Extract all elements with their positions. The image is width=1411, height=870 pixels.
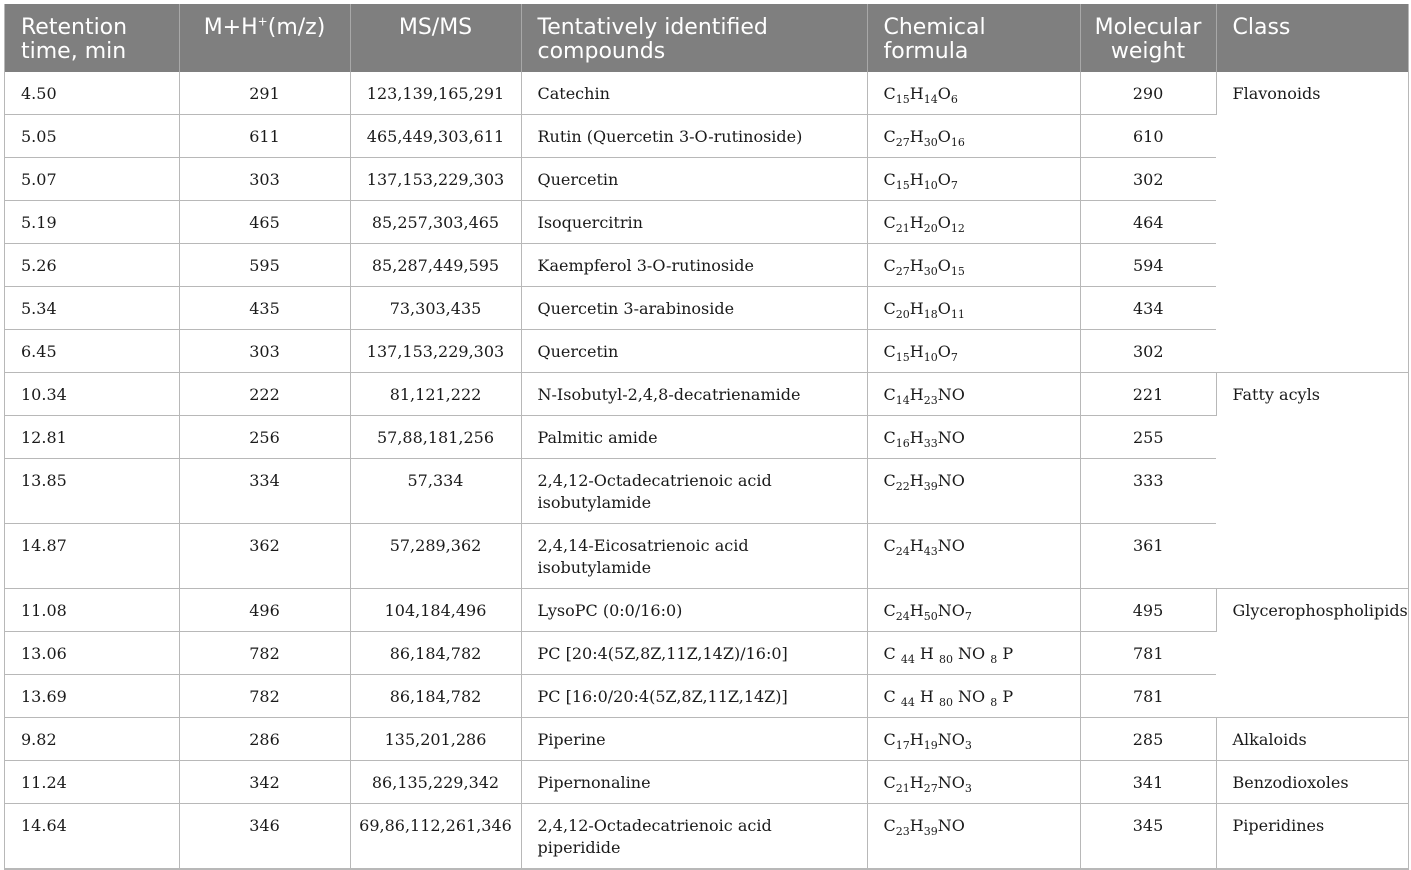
formula-element: O <box>937 127 951 146</box>
formula-subscript: 15 <box>895 351 910 364</box>
cell-formula <box>867 201 1080 244</box>
formula-subscript: 24 <box>895 545 910 558</box>
cell-msms: 57,289,362 <box>350 524 521 589</box>
cell-mw: 464 <box>1080 201 1216 244</box>
formula-element: H <box>909 127 924 146</box>
cell-compound: 2,4,14-Eicosatrienoic acid isobutylamide <box>521 524 867 589</box>
cell-msms: 73,303,435 <box>350 287 521 330</box>
cell-formula <box>867 524 1080 589</box>
cell-mh: 291 <box>179 72 350 115</box>
cell-compound: PC [20:4(5Z,8Z,11Z,14Z)/16:0] <box>521 632 867 675</box>
formula-subscript: 7 <box>950 179 958 192</box>
formula-element: NO <box>952 644 991 663</box>
formula-element: NO <box>937 816 965 835</box>
cell-mw: 495 <box>1080 589 1216 632</box>
formula-element: H <box>909 773 924 792</box>
cell-retention: 5.05 <box>5 115 179 158</box>
cell-compound: N-Isobutyl-2,4,8-decatrienamide <box>521 373 867 416</box>
table-row <box>5 632 1408 675</box>
formula-subscript: 10 <box>923 179 938 192</box>
cell-mh: 782 <box>179 675 350 718</box>
cell-compound: Catechin <box>521 72 867 115</box>
formula-element: H <box>909 342 924 361</box>
formula-subscript: 15 <box>950 265 965 278</box>
formula-element: H <box>914 687 939 706</box>
cell-class: Glycerophospholipids <box>1216 589 1408 718</box>
formula-element: NO <box>937 536 965 555</box>
cell-mh: 435 <box>179 287 350 330</box>
header-retention: Retention time, min <box>5 4 179 72</box>
formula-element: H <box>909 428 924 447</box>
table-row <box>5 373 1408 416</box>
formula-element: C <box>883 428 896 447</box>
cell-compound: Piperine <box>521 718 867 761</box>
formula-element: H <box>909 256 924 275</box>
header-compounds: Tentatively identified compounds <box>521 4 867 72</box>
cell-mh: 611 <box>179 115 350 158</box>
formula-subscript: 14 <box>895 394 910 407</box>
formula-element: H <box>909 299 924 318</box>
cell-retention: 13.69 <box>5 675 179 718</box>
cell-mw: 781 <box>1080 632 1216 675</box>
cell-msms: 137,153,229,303 <box>350 158 521 201</box>
formula-element: H <box>909 170 924 189</box>
cell-msms: 69,86,112,261,346 <box>350 804 521 869</box>
table-row <box>5 201 1408 244</box>
cell-mh: 286 <box>179 718 350 761</box>
formula-subscript: 39 <box>923 825 938 838</box>
formula-subscript: 17 <box>895 739 910 752</box>
table-row <box>5 244 1408 287</box>
cell-mw: 333 <box>1080 459 1216 524</box>
cell-formula <box>867 589 1080 632</box>
cell-msms: 85,287,449,595 <box>350 244 521 287</box>
formula-element: C <box>883 127 896 146</box>
formula-subscript: 16 <box>895 437 910 450</box>
cell-compound: Pipernonaline <box>521 761 867 804</box>
formula-element: H <box>909 84 924 103</box>
table-row <box>5 459 1408 524</box>
formula-element: H <box>914 644 939 663</box>
cell-msms: 123,139,165,291 <box>350 72 521 115</box>
formula-subscript: 21 <box>895 222 910 235</box>
header-mw: Molecular weight <box>1080 4 1216 72</box>
cell-formula <box>867 373 1080 416</box>
formula-subscript: 27 <box>923 782 938 795</box>
cell-mw: 594 <box>1080 244 1216 287</box>
header-msms: MS/MS <box>350 4 521 72</box>
cell-retention: 6.45 <box>5 330 179 373</box>
cell-mw: 781 <box>1080 675 1216 718</box>
header-mh-text: M+H <box>203 15 258 40</box>
cell-formula <box>867 72 1080 115</box>
table-container <box>4 4 1409 870</box>
cell-mw: 255 <box>1080 416 1216 459</box>
formula-subscript: 16 <box>950 136 965 149</box>
formula-subscript: 8 <box>990 696 998 709</box>
formula-subscript: 12 <box>950 222 965 235</box>
formula-subscript: 11 <box>950 308 965 321</box>
cell-formula <box>867 761 1080 804</box>
formula-element: H <box>909 816 924 835</box>
formula-element: NO <box>937 428 965 447</box>
formula-subscript: 7 <box>950 351 958 364</box>
cell-msms: 137,153,229,303 <box>350 330 521 373</box>
formula-subscript: 15 <box>895 93 910 106</box>
cell-formula <box>867 244 1080 287</box>
formula-subscript: 22 <box>895 480 910 493</box>
table-row <box>5 416 1408 459</box>
cell-mh: 362 <box>179 524 350 589</box>
table-row <box>5 675 1408 718</box>
formula-element: O <box>937 213 951 232</box>
cell-msms: 86,184,782 <box>350 675 521 718</box>
cell-class: Flavonoids <box>1216 72 1408 373</box>
cell-mh: 782 <box>179 632 350 675</box>
table-body <box>5 72 1408 869</box>
formula-element: NO <box>937 471 965 490</box>
cell-formula <box>867 632 1080 675</box>
formula-subscript: 44 <box>900 696 915 709</box>
formula-element: H <box>909 385 924 404</box>
formula-element: H <box>909 471 924 490</box>
formula-subscript: 30 <box>923 136 938 149</box>
formula-subscript: 30 <box>923 265 938 278</box>
formula-element: C <box>883 170 896 189</box>
formula-element: H <box>909 213 924 232</box>
cell-mw: 302 <box>1080 158 1216 201</box>
table-row <box>5 589 1408 632</box>
formula-element: C <box>883 256 896 275</box>
cell-mh: 346 <box>179 804 350 869</box>
cell-class: Fatty acyls <box>1216 373 1408 589</box>
formula-element: C <box>883 644 901 663</box>
formula-subscript: 15 <box>895 179 910 192</box>
formula-element: H <box>909 601 924 620</box>
cell-retention: 9.82 <box>5 718 179 761</box>
cell-mh: 222 <box>179 373 350 416</box>
cell-mh: 303 <box>179 158 350 201</box>
formula-subscript: 27 <box>895 265 910 278</box>
table-row <box>5 330 1408 373</box>
formula-subscript: 20 <box>923 222 938 235</box>
cell-retention: 11.24 <box>5 761 179 804</box>
cell-msms: 86,184,782 <box>350 632 521 675</box>
formula-element: C <box>883 730 896 749</box>
cell-formula <box>867 804 1080 869</box>
cell-retention: 5.26 <box>5 244 179 287</box>
cell-class: Alkaloids <box>1216 718 1408 761</box>
formula-element: C <box>883 213 896 232</box>
formula-element: NO <box>937 730 965 749</box>
formula-subscript: 20 <box>895 308 910 321</box>
cell-msms: 85,257,303,465 <box>350 201 521 244</box>
formula-element: NO <box>937 601 965 620</box>
formula-subscript: 80 <box>938 653 953 666</box>
formula-element: C <box>883 471 896 490</box>
header-row <box>5 4 1408 72</box>
cell-mh: 334 <box>179 459 350 524</box>
formula-subscript: 43 <box>923 545 938 558</box>
cell-compound: Palmitic amide <box>521 416 867 459</box>
cell-mw: 361 <box>1080 524 1216 589</box>
formula-element: C <box>883 687 901 706</box>
cell-compound: PC [16:0/20:4(5Z,8Z,11Z,14Z)] <box>521 675 867 718</box>
formula-element: C <box>883 84 896 103</box>
cell-compound: 2,4,12-Octadecatrienoic acid piperidide <box>521 804 867 869</box>
cell-mw: 434 <box>1080 287 1216 330</box>
formula-element: O <box>937 342 951 361</box>
cell-retention: 14.64 <box>5 804 179 869</box>
cell-compound: Kaempferol 3-O-rutinoside <box>521 244 867 287</box>
cell-formula <box>867 718 1080 761</box>
table-row <box>5 72 1408 115</box>
cell-retention: 14.87 <box>5 524 179 589</box>
formula-subscript: 23 <box>923 394 938 407</box>
cell-retention: 12.81 <box>5 416 179 459</box>
cell-compound: LysoPC (0:0/16:0) <box>521 589 867 632</box>
formula-subscript: 23 <box>895 825 910 838</box>
cell-msms: 57,334 <box>350 459 521 524</box>
cell-mh: 595 <box>179 244 350 287</box>
formula-element: H <box>909 730 924 749</box>
cell-class: Piperidines <box>1216 804 1408 869</box>
cell-msms: 104,184,496 <box>350 589 521 632</box>
formula-element: C <box>883 773 896 792</box>
cell-compound: 2,4,12-Octadecatrienoic acid isobutylamide <box>521 459 867 524</box>
cell-compound: Quercetin <box>521 158 867 201</box>
cell-mw: 221 <box>1080 373 1216 416</box>
formula-element: NO <box>937 773 965 792</box>
formula-subscript: 8 <box>990 653 998 666</box>
table-row <box>5 524 1408 589</box>
formula-subscript: 44 <box>900 653 915 666</box>
cell-formula <box>867 675 1080 718</box>
cell-formula <box>867 287 1080 330</box>
cell-msms: 81,121,222 <box>350 373 521 416</box>
cell-formula <box>867 459 1080 524</box>
cell-compound: Isoquercitrin <box>521 201 867 244</box>
cell-compound: Quercetin <box>521 330 867 373</box>
cell-formula <box>867 115 1080 158</box>
cell-mh: 465 <box>179 201 350 244</box>
formula-element: C <box>883 601 896 620</box>
cell-msms: 57,88,181,256 <box>350 416 521 459</box>
cell-mh: 496 <box>179 589 350 632</box>
cell-mh: 342 <box>179 761 350 804</box>
cell-formula <box>867 158 1080 201</box>
formula-subscript: 18 <box>923 308 938 321</box>
cell-formula <box>867 330 1080 373</box>
cell-compound: Quercetin 3-arabinoside <box>521 287 867 330</box>
header-mh <box>179 4 350 72</box>
formula-element: C <box>883 342 896 361</box>
formula-element: NO <box>937 385 965 404</box>
formula-subscript: 10 <box>923 351 938 364</box>
formula-subscript: 33 <box>923 437 938 450</box>
formula-element: H <box>909 536 924 555</box>
cell-formula <box>867 416 1080 459</box>
formula-subscript: 50 <box>923 610 938 623</box>
cell-retention: 4.50 <box>5 72 179 115</box>
header-mh-sup: + <box>257 14 268 29</box>
cell-mh: 256 <box>179 416 350 459</box>
formula-subscript: 6 <box>950 93 958 106</box>
formula-element: C <box>883 385 896 404</box>
header-class: Class <box>1216 4 1408 72</box>
cell-mh: 303 <box>179 330 350 373</box>
formula-subscript: 3 <box>964 782 972 795</box>
cell-retention: 5.34 <box>5 287 179 330</box>
cell-msms: 135,201,286 <box>350 718 521 761</box>
cell-mw: 341 <box>1080 761 1216 804</box>
formula-element: P <box>997 644 1014 663</box>
cell-compound: Rutin (Quercetin 3-O-rutinoside) <box>521 115 867 158</box>
cell-mw: 345 <box>1080 804 1216 869</box>
cell-retention: 13.06 <box>5 632 179 675</box>
formula-subscript: 3 <box>964 739 972 752</box>
formula-element: O <box>937 84 951 103</box>
table-row <box>5 115 1408 158</box>
table-row <box>5 761 1408 804</box>
header-mh-tail: (m/z) <box>267 15 326 40</box>
formula-subscript: 19 <box>923 739 938 752</box>
table-row <box>5 804 1408 869</box>
formula-element: P <box>997 687 1014 706</box>
formula-subscript: 27 <box>895 136 910 149</box>
formula-subscript: 39 <box>923 480 938 493</box>
formula-subscript: 21 <box>895 782 910 795</box>
formula-element: C <box>883 299 896 318</box>
table-row <box>5 287 1408 330</box>
formula-subscript: 14 <box>923 93 938 106</box>
formula-subscript: 80 <box>938 696 953 709</box>
cell-mw: 302 <box>1080 330 1216 373</box>
compounds-table <box>5 4 1408 869</box>
formula-element: O <box>937 299 951 318</box>
formula-subscript: 24 <box>895 610 910 623</box>
cell-mw: 285 <box>1080 718 1216 761</box>
formula-element: O <box>937 170 951 189</box>
cell-retention: 5.07 <box>5 158 179 201</box>
formula-element: C <box>883 536 896 555</box>
cell-msms: 465,449,303,611 <box>350 115 521 158</box>
header-formula: Chemical formula <box>867 4 1080 72</box>
cell-mw: 610 <box>1080 115 1216 158</box>
cell-retention: 13.85 <box>5 459 179 524</box>
formula-element: C <box>883 816 896 835</box>
cell-retention: 11.08 <box>5 589 179 632</box>
formula-element: NO <box>952 687 991 706</box>
formula-subscript: 7 <box>964 610 972 623</box>
cell-mw: 290 <box>1080 72 1216 115</box>
cell-retention: 10.34 <box>5 373 179 416</box>
table-row <box>5 158 1408 201</box>
cell-msms: 86,135,229,342 <box>350 761 521 804</box>
table-row <box>5 718 1408 761</box>
cell-class: Benzodioxoles <box>1216 761 1408 804</box>
cell-retention: 5.19 <box>5 201 179 244</box>
formula-element: O <box>937 256 951 275</box>
